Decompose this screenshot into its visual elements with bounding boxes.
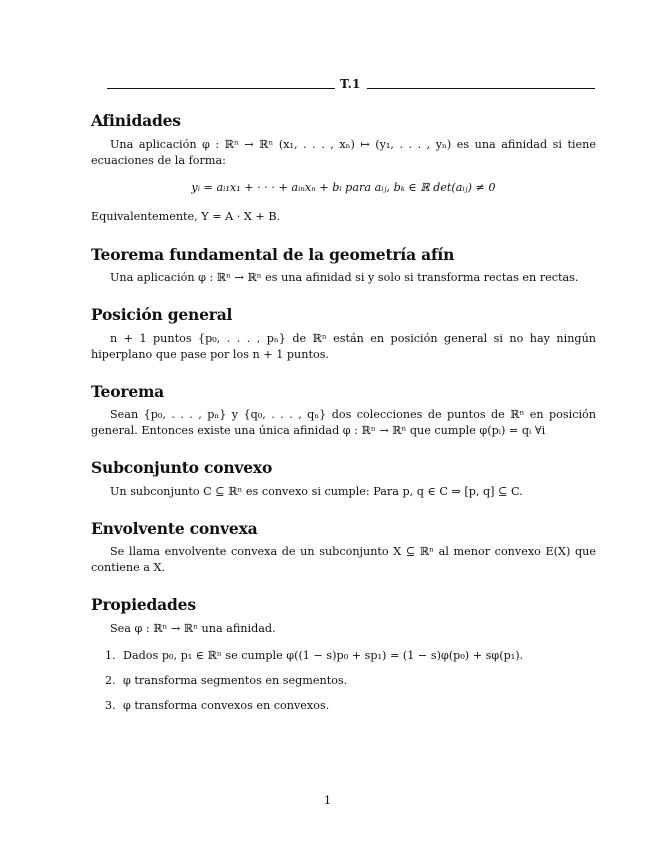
list-item-number: 3. (105, 699, 116, 712)
list-item (91, 673, 596, 689)
posicion-general-body (91, 331, 596, 363)
section-title: Afinidades (91, 111, 181, 130)
afinidades-equation-block (91, 180, 596, 196)
list-item-number: 2. (105, 674, 116, 687)
section-subconjunto-convexo (91, 458, 596, 477)
teorema-text: Sean {p₀, . . . , pₙ} y {q₀, . . . , qₙ} dos colecciones de puntos de ℝⁿ en posición general. Entonces existe una única afinidad φ : ℝⁿ → ℝⁿ que cumple φ(pᵢ) = qᵢ ∀i (91, 408, 596, 437)
subconjunto-convexo-text: Un subconjunto C ⊆ ℝⁿ es convexo si cumple: Para p, q ∈ C ⇒ [p, q] ⊆ C. (110, 485, 523, 498)
header-rule-left (107, 88, 335, 89)
teorema-fundamental-body (91, 270, 596, 286)
afinidades-equivalent-block (91, 209, 596, 225)
afinidades-equivalent: Equivalentemente, Y = A · X + B. (91, 210, 281, 223)
section-propiedades (91, 595, 596, 614)
section-teorema-fundamental (91, 245, 596, 264)
page-number: 1 (323, 793, 332, 807)
section-title: Teorema (91, 382, 165, 401)
running-header (107, 77, 595, 93)
section-title: Teorema fundamental de la geometría afín (91, 245, 455, 264)
header-label: T.1 (340, 77, 361, 91)
teorema-fundamental-text: Una aplicación φ : ℝⁿ → ℝⁿ es una afinidad si y solo si transforma rectas en rectas. (110, 271, 579, 284)
section-teorema (91, 382, 596, 401)
envolvente-convexa-body (91, 544, 596, 576)
afinidades-equation: yᵢ = aᵢ₁x₁ + · · · + aᵢₙxₙ + bᵢ para aᵢⱼ, bₖ ∈ ℝ det(aᵢⱼ) ≠ 0 (191, 181, 496, 194)
teorema-body (91, 407, 596, 439)
list-item (91, 648, 596, 664)
list-item-text: φ transforma convexos en convexos. (123, 699, 330, 712)
posicion-general-text: n + 1 puntos {p₀, . . . , pₙ} de ℝⁿ están en posición general si no hay ningún hiperplano que pase por los n + 1 puntos. (91, 332, 596, 361)
propiedades-intro: Sea φ : ℝⁿ → ℝⁿ una afinidad. (110, 622, 276, 635)
afinidades-body (91, 137, 596, 169)
header-rule-right (367, 88, 595, 89)
section-title: Subconjunto convexo (91, 458, 273, 477)
section-title: Envolvente convexa (91, 519, 258, 538)
list-item-number: 1. (105, 649, 116, 662)
list-item-text: Dados p₀, p₁ ∈ ℝⁿ se cumple φ((1 − s)p₀ + sp₁) = (1 − s)φ(p₀) + sφ(p₁). (123, 649, 524, 662)
section-title: Propiedades (91, 595, 196, 614)
list-item-text: φ transforma segmentos en segmentos. (123, 674, 348, 687)
envolvente-convexa-text: Se llama envolvente convexa de un subconjunto X ⊆ ℝⁿ al menor convexo E(X) que contiene a X. (91, 545, 596, 574)
list-item (91, 698, 596, 714)
section-title: Posición general (91, 305, 233, 324)
section-posicion-general (91, 305, 596, 324)
propiedades-list (91, 648, 596, 714)
afinidades-intro: Una aplicación φ : ℝⁿ → ℝⁿ (x₁, . . . , xₙ) ↦ (y₁, . . . , yₙ) es una afinidad si tiene ecuaciones de la forma: (91, 138, 596, 167)
subconjunto-convexo-body (91, 484, 596, 500)
section-envolvente-convexa (91, 519, 596, 538)
section-afinidades (91, 111, 596, 130)
propiedades-intro-block (91, 621, 596, 637)
